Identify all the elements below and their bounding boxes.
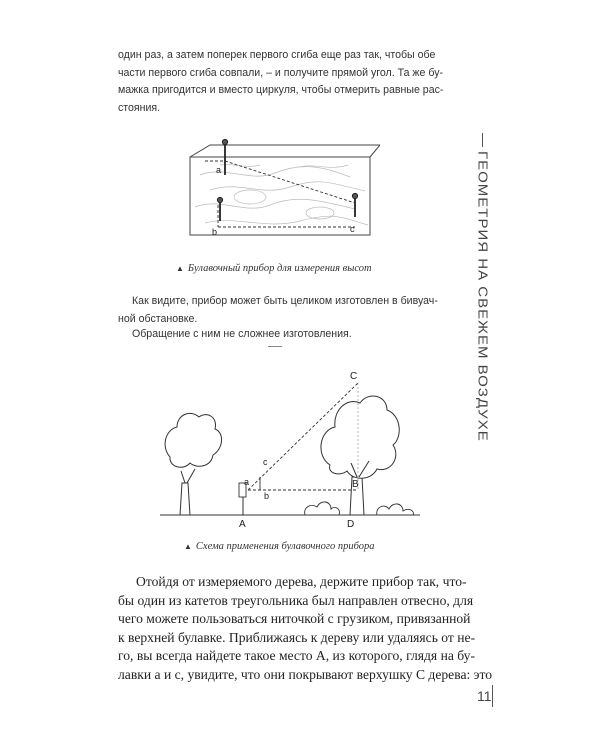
paragraph-mid2: Обращение с ним не сложнее изготовления. — [132, 328, 352, 340]
text-line: мажка пригодится и вместо циркуля, чтобы отмерить равные рас- — [118, 84, 444, 96]
label-b: b — [212, 227, 218, 237]
label-B: B — [352, 479, 359, 490]
side-title-text: ГЕОМЕТРИЯ НА СВЕЖЕМ ВОЗДУХЕ — [475, 151, 490, 442]
label-C: C — [350, 371, 358, 382]
chapter-side-title — [474, 133, 494, 442]
text-line: лавки a и c, увидите, что они покрывают верхушку C дерева: это — [118, 666, 493, 682]
page-number-divider — [492, 685, 493, 707]
text-line: стояния. — [118, 101, 161, 114]
figure2-caption: ▲ Схема применения булавочного прибора — [184, 541, 375, 552]
paragraph-top — [118, 47, 456, 117]
pin-device-usage-figure — [155, 365, 425, 535]
figure1-caption: ▲ Булавочный прибор для измерения высот — [176, 263, 372, 274]
text-line: Как видите, прибор может быть целиком изготовлен в бивуач- — [132, 295, 438, 307]
pin-device-figure — [180, 135, 380, 255]
label-a: a — [244, 477, 250, 487]
text-line: ной обстановке. — [118, 312, 198, 325]
label-b: b — [264, 491, 270, 501]
page-number: 11 — [477, 688, 492, 704]
text-line: бы один из катетов треугольника был направлен отвесно, для — [118, 592, 474, 608]
text-line: го, вы всегда найдете такое место A, из которого, глядя на бу- — [118, 648, 476, 663]
text-line: части первого сгиба совпали, – и получите прямой угол. Та же бу- — [118, 66, 444, 79]
text-line: один раз, а затем поперек первого сгиба еще раз так, чтобы обе — [118, 49, 436, 61]
text-line: к верхней булавке. Приближаясь к дереву или удаляясь от не- — [118, 629, 476, 645]
label-c: c — [263, 457, 268, 467]
label-D: D — [347, 519, 355, 530]
side-divider — [482, 133, 483, 147]
text-line: Отойдя от измеряемого дерева, держите прибор так, что- — [136, 574, 467, 589]
label-A: A — [239, 519, 246, 530]
paragraph-mid — [118, 293, 456, 328]
label-a: a — [216, 165, 222, 175]
triangle-icon: ▲ — [176, 264, 184, 273]
divider — [268, 346, 282, 347]
body-text — [118, 573, 493, 684]
triangle-icon: ▲ — [184, 542, 192, 551]
text-line: чего можете пользоваться ниточкой с грузиком, привязанной — [118, 611, 471, 626]
label-c: c — [350, 224, 355, 234]
